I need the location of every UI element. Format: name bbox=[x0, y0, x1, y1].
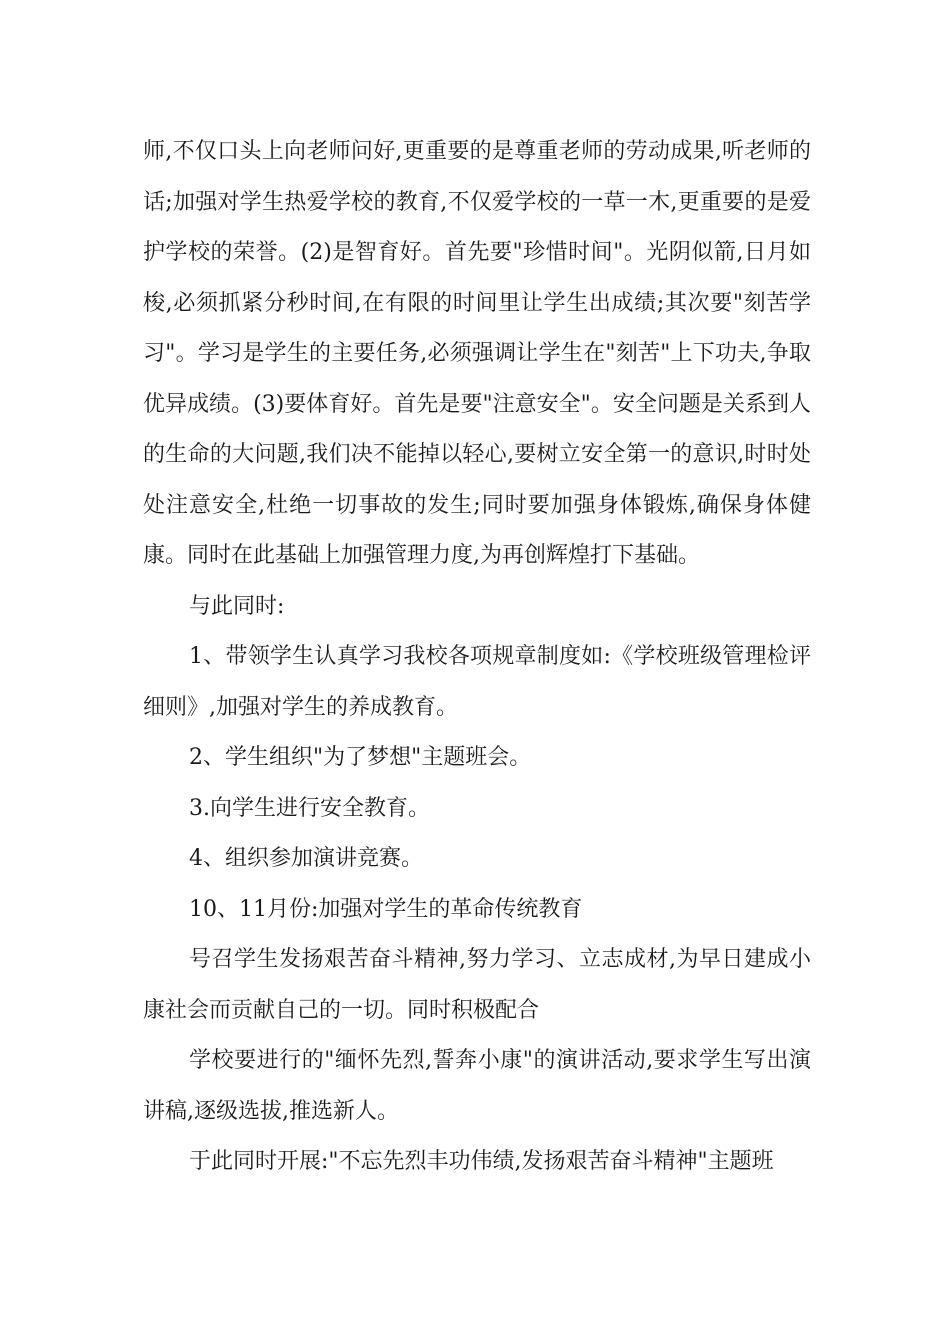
paragraph-theme-class-meeting: 于此同时开展:"不忘先烈丰功伟绩,发扬艰苦奋斗精神"主题班 bbox=[189, 1149, 774, 1174]
paragraph-item-2: 2、学生组织"为了梦想"主题班会。 bbox=[189, 745, 532, 770]
document-body bbox=[143, 127, 811, 1188]
paragraph-item-3: 3.向学生进行安全教育。 bbox=[189, 795, 430, 821]
paragraph-oct-nov-heading: 10、11月份:加强对学生的革命传统教育 bbox=[189, 896, 583, 922]
paragraph-item-1: 1、带领学生认真学习我校各项规章制度如:《学校班级管理检评细则》,加强对学生的养成教育。 bbox=[143, 644, 811, 720]
paragraph-item-4: 4、组织参加演讲竞赛。 bbox=[189, 846, 423, 871]
paragraph-meanwhile: 与此同时: bbox=[189, 593, 285, 619]
paragraph-speech-activity: 学校要进行的"缅怀先烈,誓奔小康"的演讲活动,要求学生写出演讲稿,逐级选拔,推选新人。 bbox=[143, 1048, 811, 1124]
paragraph-call-on-students: 号召学生发扬艰苦奋斗精神,努力学习、立志成材,为早日建成小康社会而贡献自己的一切。同时积极配合 bbox=[143, 947, 811, 1023]
paragraph-continued-moral-intellectual-physical: 师,不仅口头上向老师问好,更重要的是尊重老师的劳动成果,听老师的话;加强对学生热爱学校的教育,不仅爱学校的一草一木,更重要的是爱护学校的荣誉。(2)是智育好。首先要"珍惜时间"。光阴似箭,日月如梭,必须抓紧分秒时间,在有限的时间里让学生出成绩;其次要"刻苦学习"。学习是学生的主要任务,必须强调让学生在"刻苦"上下功夫,争取优异成绩。(3)要体育好。首先是要"注意安全"。安全问题是关系到人的生命的大问题,我们决不能掉以轻心,要树立安全第一的意识,时时处处注意安全,杜绝一切事故的发生;同时要加强身体锻炼,确保身体健康。同时在此基础上加强管理力度,为再创辉煌打下基础。 bbox=[143, 139, 811, 568]
